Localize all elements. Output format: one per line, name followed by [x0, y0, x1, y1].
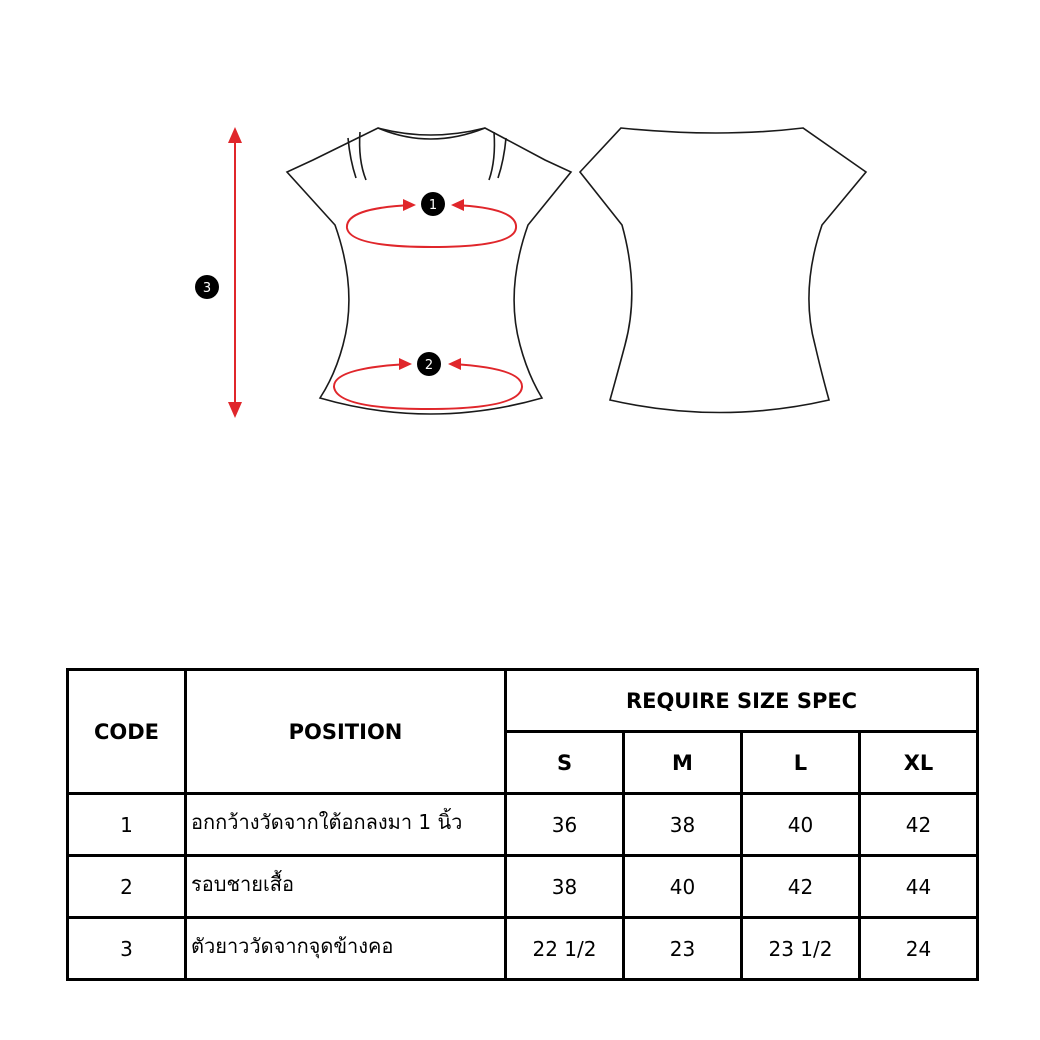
row-value-s: 22 1/2	[506, 918, 624, 980]
row-code: 2	[68, 856, 186, 918]
header-size-s: S	[506, 732, 624, 794]
row-position-text: อกกว้างวัดจากใต้อกลงมา 1 นิ้ว	[191, 810, 463, 834]
marker-chest	[421, 192, 445, 216]
table-row	[68, 856, 978, 918]
header-require-size-spec: REQUIRE SIZE SPEC	[506, 670, 978, 732]
row-position-text: ตัวยาววัดจากจุดข้างคอ	[191, 934, 394, 958]
row-value-xl: 44	[860, 856, 978, 918]
header-size-m: M	[624, 732, 742, 794]
row-value-m: 38	[624, 794, 742, 856]
row-position	[186, 918, 506, 980]
marker-hem-label: 2	[424, 358, 434, 373]
row-code: 1	[68, 794, 186, 856]
marker-length-label: 3	[202, 281, 212, 296]
size-spec-table	[66, 668, 979, 981]
header-code: CODE	[68, 670, 186, 794]
marker-chest-label: 1	[428, 198, 438, 213]
row-position	[186, 856, 506, 918]
row-value-xl: 42	[860, 794, 978, 856]
header-size-xl: XL	[860, 732, 978, 794]
row-value-l: 42	[742, 856, 860, 918]
row-position-text: รอบชายเสื้อ	[191, 872, 295, 896]
table-row	[68, 918, 978, 980]
header-size-l: L	[742, 732, 860, 794]
row-value-l: 40	[742, 794, 860, 856]
row-value-s: 36	[506, 794, 624, 856]
row-value-l: 23 1/2	[742, 918, 860, 980]
row-value-s: 38	[506, 856, 624, 918]
row-value-m: 40	[624, 856, 742, 918]
row-position	[186, 794, 506, 856]
marker-length	[195, 275, 219, 299]
shirt-back-outline	[580, 128, 866, 413]
row-value-xl: 24	[860, 918, 978, 980]
row-value-m: 23	[624, 918, 742, 980]
row-code: 3	[68, 918, 186, 980]
length-arrow	[228, 127, 242, 418]
table-row	[68, 794, 978, 856]
header-position: POSITION	[186, 670, 506, 794]
marker-hem	[417, 352, 441, 376]
